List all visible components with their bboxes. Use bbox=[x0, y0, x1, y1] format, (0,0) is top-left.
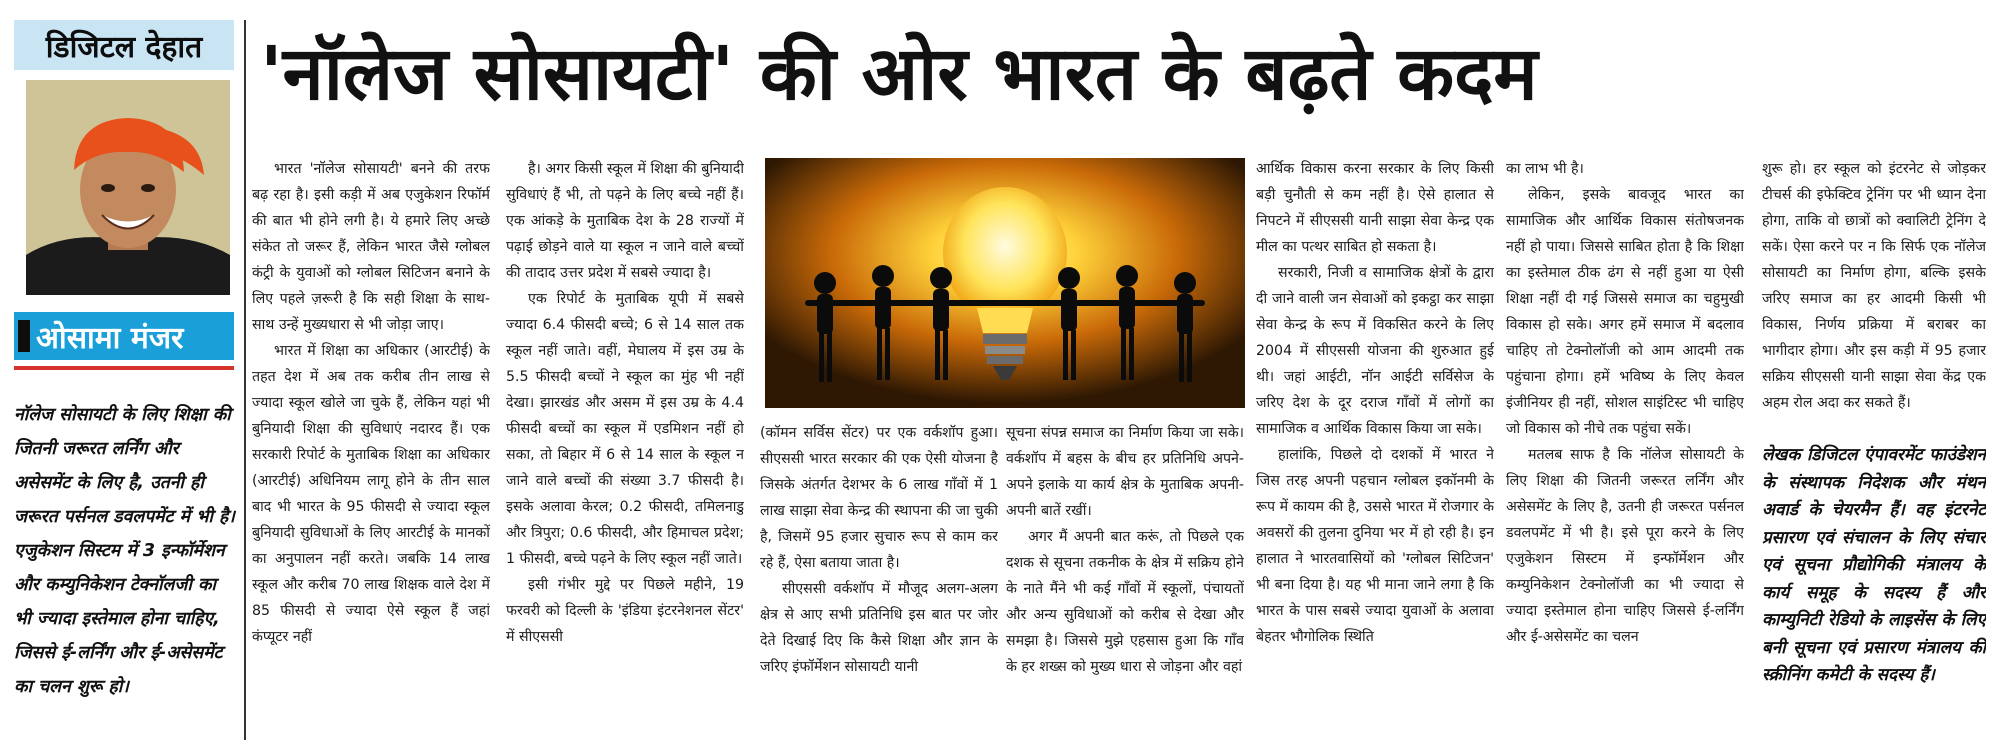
paragraph: भारत में शिक्षा का अधिकार (आरटीई) के तहत देश में अब तक करीब तीन लाख से ज्यादा स्कूल खोले जा चुके हैं, लेकिन यहां भी बुनियादी शिक्षा की सुविधाएं नदारद हैं। एक सरकारी रिपोर्ट के मुताबिक शिक्षा का अधिकार (आरटीई) अधिनियम लागू होने के तीन साल बाद भी भारत के 95 फीसदी से ज्यादा स्कूल बुनियादी सुविधाओं के लिए आरटीई के मानकों का अनुपालन नहीं करते। जबकि 14 लाख स्कूल और करीब 70 लाख शिक्षक वाले देश में 85 फीसदी से ज्यादा ऐसे स्कूल हैं जहां कंप्यूटर नहीं bbox=[252, 343, 490, 645]
author-note: लेखक डिजिटल एंपावरमेंट फाउंडेशन के संस्थापक निदेशक और मंथन अवार्ड के चेयरमैन हैं। वह इंटरनेट प्रसारण एवं संचालन के लिए संचार एवं सूचना प्रौद्योगिकी मंत्रालय के कार्य समूह के सदस्य हैं और काम्युनिटी रेडियो के लाइसेंस के लिए बनी सूचना एवं प्रसारण मंत्रालय की स्क्रीनिंग कमेटी के सदस्य हैं। bbox=[1762, 445, 1986, 685]
paragraph: सूचना संपन्न समाज का निर्माण किया जा सके। वर्कशॉप में बहस के बीच हर प्रतिनिधि अपने-अपने इलाके या कार्य क्षेत्र के मुताबिक अपनी-अपनी बातें रखीं। bbox=[1006, 425, 1244, 519]
column-divider bbox=[244, 20, 246, 740]
paragraph: लेकिन, इसके बावजूद भारत का सामाजिक और आर्थिक विकास संतोषजनक नहीं हो पाया। जिससे साबित होता है कि शिक्षा का इस्तेमाल ठीक ढंग से नहीं हुआ या ऐसी शिक्षा नहीं दी गई जिससे समाज का चहुमुखी विकास हो सके। अगर हमें समाज में बदलाव चाहिए तो टेक्नोलॉजी को आम आदमी तक पहुंचाना होगा। हमें भविष्य के लिए केवल इंजीनियर ही नहीं, सोशल साइंटिस्ट भी चाहिए जो विकास को नीचे तक पहुंचा सकें। bbox=[1506, 187, 1744, 437]
bulb-illustration bbox=[765, 158, 1245, 408]
author-photo bbox=[26, 80, 230, 295]
article-column-4 bbox=[1006, 420, 1244, 738]
article-column-5 bbox=[1256, 156, 1494, 738]
paragraph: सरकारी, निजी व सामाजिक क्षेत्रों के द्वारा दी जाने वाली जन सेवाओं को इकट्ठा कर साझा सेवा केन्द्र के रूप में विकसित करने के लिए 2004 में सीएससी योजना की शुरुआत हुई थी। जहां आईटी, नॉन आईटी सर्विसेज के जरिए देश के दूर दराज गाँवों में लोगों का सामाजिक व आर्थिक विकास किया जा सके। bbox=[1256, 265, 1494, 437]
divider bbox=[14, 366, 234, 370]
author-name: ओसामा मंजर bbox=[14, 312, 234, 360]
article-column-3 bbox=[760, 420, 998, 738]
paragraph: इसी गंभीर मुद्दे पर पिछले महीने, 19 फरवरी को दिल्ली के 'इंडिया इंटरनेशनल सेंटर' में सीएससी bbox=[506, 577, 744, 645]
paragraph: का लाभ भी है। bbox=[1506, 161, 1584, 177]
article-column-2 bbox=[506, 156, 744, 738]
paragraph: सीएससी वर्कशॉप में मौजूद अलग-अलग क्षेत्र से आए सभी प्रतिनिधि इस बात पर जोर देते दिखाई दिए कि कैसे शिक्षा और ज्ञान के जरिए इंफॉर्मेशन सोसायटी यानी bbox=[760, 581, 998, 675]
paragraph: अगर मैं अपनी बात करूं, तो पिछले एक दशक से सूचना तकनीक के क्षेत्र में सक्रिय होने के नाते मैंने भी कई गाँवों में स्कूलों, पंचायतों और अन्य सुविधाओं को करीब से देखा और समझा है। जिससे मुझे एहसास हुआ कि गाँव के हर शख्स को मुख्य धारा से जोड़ना और वहां bbox=[1006, 529, 1244, 675]
pull-quote: नॉलेज सोसायटी के लिए शिक्षा की जितनी जरूरत लर्निंग और असेसमेंट के लिए है, उतनी ही जरूरत पर्सनल डवलपमेंट में भी है। एजुकेशन सिस्टम में 3 इन्फॉर्मेशन और कम्युनिकेशन टेक्नॉलजी का भी ज्यादा इस्तेमाल होना चाहिए, जिससे ई-लर्निंग और ई-असेसमेंट का चलन शुरू हो। bbox=[14, 405, 235, 697]
article-column-1 bbox=[252, 156, 490, 738]
paragraph: शुरू हो। हर स्कूल को इंटरनेट से जोड़कर टीचर्स की इफेक्टिव ट्रेनिंग पर भी ध्यान देना होगा, ताकि वो छात्रों को क्वालिटी ट्रेनिंग दे सकें। ऐसा करने पर न कि सिर्फ एक नॉलेज सोसायटी का निर्माण होगा, बल्कि इसके जरिए समाज का हर आदमी किसी भी विकास, निर्णय प्रक्रिया में बराबर का भागीदार होगा। और इस कड़ी में 95 हजार सक्रिय सीएससी यानी साझा सेवा केंद्र एक अहम रोल अदा कर सकते हैं। bbox=[1762, 161, 1986, 411]
paragraph: मतलब साफ है कि नॉलेज सोसायटी के लिए शिक्षा की जितनी जरूरत लर्निंग और असेसमेंट के लिए है, उतनी ही जरूरत पर्सनल डवलपमेंट में भी है। इसे पूरा करने के लिए एजुकेशन सिस्टम में इन्फॉर्मेशन और कम्युनिकेशन टेक्नोलॉजी का भी ज्यादा से ज्यादा इस्तेमाल होना चाहिए जिससे ई-लर्निंग और ई-असेसमेंट का चलन bbox=[1506, 447, 1744, 645]
article-column-6 bbox=[1506, 156, 1744, 738]
paragraph: आर्थिक विकास करना सरकार के लिए किसी बड़ी चुनौती से कम नहीं है। ऐसे हालात से निपटने में सीएससी यानी साझा सेवा केन्द्र एक मील का पत्थर साबित हो सकता है। bbox=[1256, 161, 1494, 255]
paragraph: (कॉमन सर्विस सेंटर) पर एक वर्कशॉप हुआ। सीएससी भारत सरकार की एक ऐसी योजना है जिसके अंतर्गत देशभर के 6 लाख गाँवों में 1 लाख साझा सेवा केन्द्र की स्थापना की जा चुकी है, जिसमें 95 हजार सुचारु रूप से काम कर रहे हैं, ऐसा बताया जाता है। bbox=[760, 425, 998, 571]
column-label: डिजिटल देहात bbox=[14, 20, 234, 70]
article-column-7 bbox=[1762, 156, 1986, 438]
paragraph: भारत 'नॉलेज सोसायटी' बनने की तरफ बढ़ रहा है। इसी कड़ी में अब एजुकेशन रिफॉर्म की बात भी होने लगी है। ये हमारे लिए अच्छे संकेत तो जरूर हैं, लेकिन भारत जैसे ग्लोबल कंट्री के युवाओं को ग्लोबल सिटिजन बनाने के लिए पहले ज़रूरी है कि सही शिक्षा के साथ-साथ उन्हें मुख्यधारा से भी जोड़ा जाए। bbox=[252, 161, 490, 333]
paragraph: हालांकि, पिछले दो दशकों में भारत ने जिस तरह अपनी पहचान ग्लोबल इकॉनमी के रूप में कायम की है, उससे भारत में रोजगार के अवसरों की तुलना दुनिया भर में हो रही है। इन हालात ने भारतवासियों को 'ग्लोबल सिटिजन' भी बना दिया है। यह भी माना जाने लगा है कि भारत के पास सबसे ज्यादा युवाओं के अलावा बेहतर भौगोलिक स्थिति bbox=[1256, 447, 1494, 645]
headline: 'नॉलेज सोसायटी' की ओर भारत के बढ़ते कदम bbox=[260, 31, 1538, 117]
paragraph: एक रिपोर्ट के मुताबिक यूपी में सबसे ज्यादा 6.4 फीसदी बच्चे; 6 से 14 साल तक स्कूल नहीं जाते। वहीं, मेघालय में इस उम्र के 5.5 फीसदी बच्चों ने स्कूल का मुंह भी नहीं देखा। झारखंड और असम में इस उम्र के 4.4 फीसदी बच्चों का स्कूल में एडमिशन नहीं हो सका, तो बिहार में 6 से 14 साल के स्कूल न जाने वाले बच्चों की संख्या 3.7 फीसदी है। इसके अलावा केरल; 0.2 फीसदी, तमिलनाडु और त्रिपुरा; 0.6 फीसदी, और हिमाचल प्रदेश; 1 फीसदी, बच्चे पढ़ने के लिए स्कूल नहीं जाते। bbox=[506, 291, 744, 567]
paragraph: है। अगर किसी स्कूल में शिक्षा की बुनियादी सुविधाएं हैं भी, तो पढ़ने के लिए बच्चे नहीं हैं। एक आंकड़े के मुताबिक देश के 28 राज्यों में पढ़ाई छोड़ने वाले या स्कूल न जाने वाले बच्चों की तादाद उत्तर प्रदेश में सबसे ज्यादा है। bbox=[506, 161, 744, 281]
